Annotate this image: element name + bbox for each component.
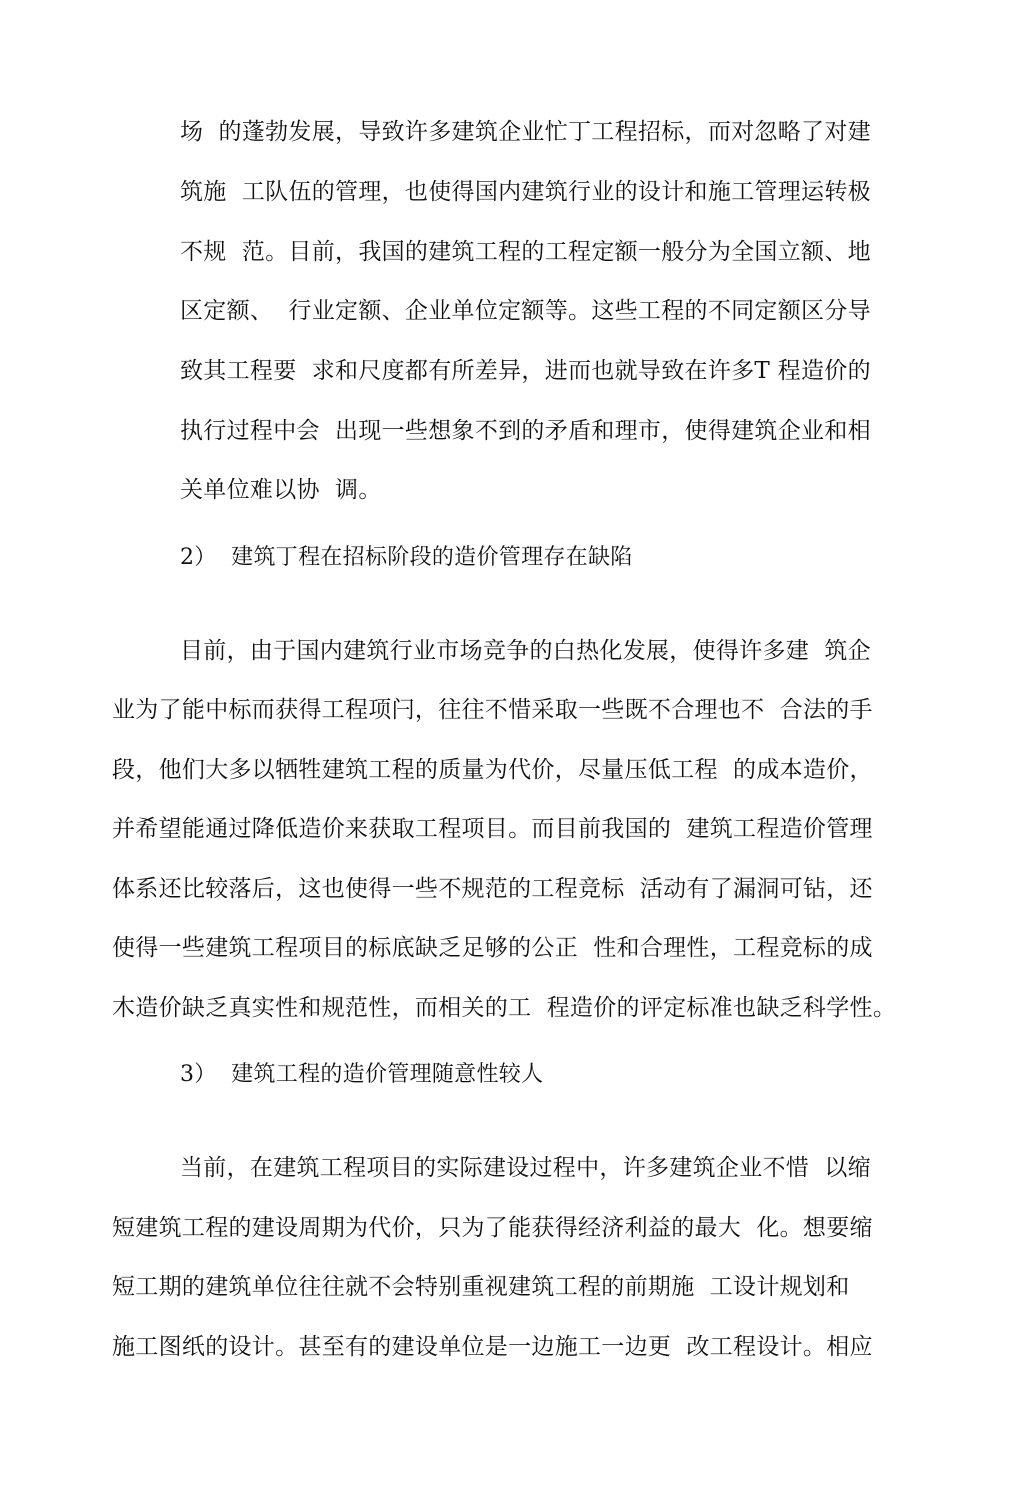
paragraph-line: 执行过程中会 出现一些想象不到的矛盾和理市，使得建筑企业和相 — [180, 418, 871, 444]
paragraph-line: 短建筑工程的建设周期为代价，只为了能获得经济利益的最大 化。想要缩 — [112, 1215, 873, 1241]
paragraph-line: 目前，由于国内建筑行业市场竞争的白热化发展，使得许多建 筑企 — [180, 638, 871, 664]
paragraph-line: 木造价缺乏真实性和规范性，而相关的工 程造价的评定标准也缺乏科学性。 — [112, 995, 897, 1021]
paragraph-line: 使得一些建筑工程项目的标底缺乏足够的公正 性和合理性，工程竞标的成 — [112, 935, 873, 961]
paragraph-line: 当前，在建筑工程项目的实际建设过程中，许多建筑企业不惜 以缩 — [180, 1155, 871, 1181]
paragraph-line: 区定额、 行业定额、企业单位定额等。这些工程的不同定额区分导 — [180, 298, 871, 324]
paragraph-line: 并希望能通过降低造价来获取工程项目。而目前我国的 建筑工程造价管理 — [112, 816, 873, 842]
paragraph-line: 关单位难以协 调。 — [180, 477, 382, 503]
paragraph-line: 不规 范。目前，我国的建筑工程的工程定额一般分为全国立额、地 — [180, 239, 871, 265]
paragraph-line: 筑施 工队伍的管理，也使得国内建筑行业的设计和施工管理运转极 — [180, 179, 871, 205]
section-heading: 3） 建筑工程的造价管理随意性较人 — [180, 1062, 544, 1087]
paragraph-line: 场 的蓬勃发展，导致许多建筑企业忙丁工程招标，而对忽略了对建 — [180, 119, 871, 145]
section-heading: 2） 建筑丁程在招标阶段的造价管理存在缺陷 — [180, 545, 633, 570]
paragraph-line: 体系还比较落后，这也使得一些不规范的工程竞标 活动有了漏洞可钻，还 — [112, 876, 873, 902]
paragraph-line: 业为了能中标而获得工程项闩，往往不惜采取一些既不合理也不 合法的手 — [112, 697, 873, 723]
paragraph-line: 施工图纸的设计。甚至有的建设单位是一边施工一边更 改工程设计。相应 — [112, 1334, 873, 1360]
paragraph-line: 致其工程要 求和尺度都有所差异，进而也就导致在许多T 程造价的 — [180, 358, 871, 384]
paragraph-line: 短工期的建筑单位往往就不会特别重视建筑工程的前期施 工设计规划和 — [112, 1274, 850, 1300]
paragraph-line: 段，他们大多以牺牲建筑工程的质量为代价，尽量压低工程 的成本造价， — [112, 757, 873, 783]
